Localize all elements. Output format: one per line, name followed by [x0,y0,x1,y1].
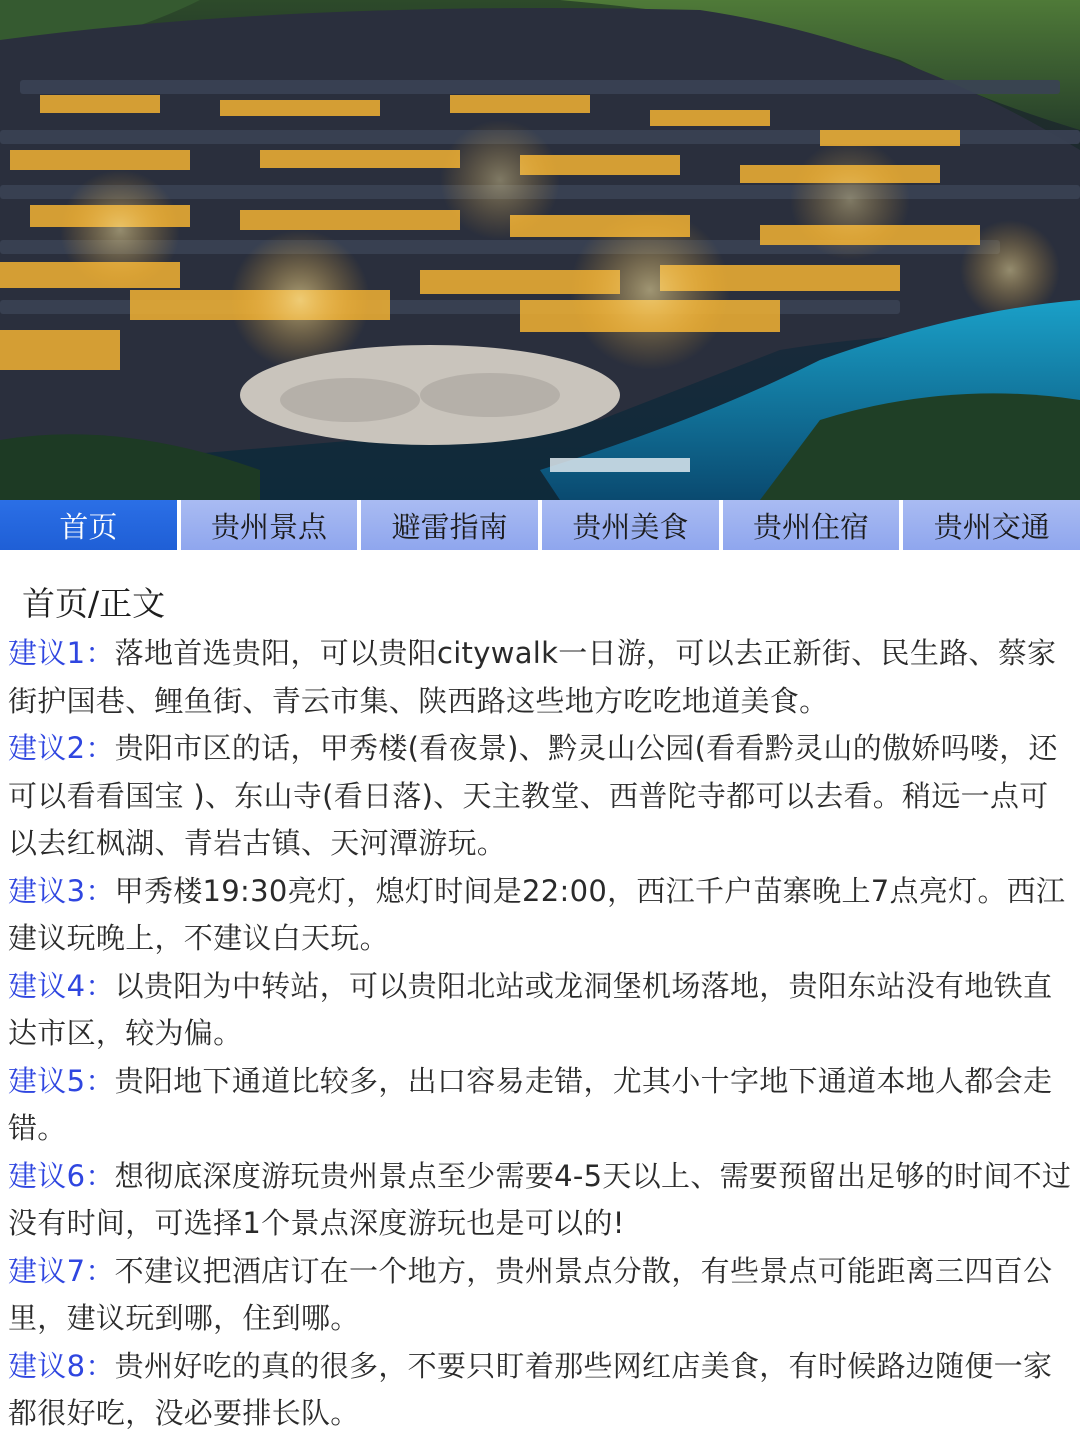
tab-guizhou-transport[interactable]: 贵州交通 [899,500,1080,550]
tip-item [8,1343,1072,1438]
tip-item [8,725,1072,868]
article-content [0,630,1080,1438]
tab-guizhou-food[interactable]: 贵州美食 [538,500,719,550]
tip-text: 甲秀楼19:30亮灯，熄灯时间是22:00，西江千户苗寨晚上7点亮灯。西江建议玩晚上，不建议白天玩。 [8,873,1066,955]
tip-label: 建议3： [8,873,115,908]
tip-text: 以贵阳为中转站，可以贵阳北站或龙洞堡机场落地，贵阳东站没有地铁直达市区，较为偏。 [8,968,1053,1050]
tip-item [8,1058,1072,1153]
tip-item [8,868,1072,963]
tab-guizhou-lodging[interactable]: 贵州住宿 [719,500,900,550]
tab-home[interactable]: 首页 [0,500,177,550]
village-night-scene [0,0,1080,500]
tip-label: 建议8： [8,1348,115,1383]
tip-label: 建议5： [8,1063,115,1098]
tip-text: 落地首选贵阳，可以贵阳citywalk一日游，可以去正新街、民生路、蔡家街护国巷、鲤鱼街、青云市集、陕西路这些地方吃吃地道美食。 [8,636,1057,718]
tip-text: 不建议把酒店订在一个地方，贵州景点分散，有些景点可能距离三四百公里，建议玩到哪，住到哪。 [8,1253,1053,1335]
tip-item [8,1153,1072,1248]
main-nav [0,500,1080,550]
breadcrumb: 首页/正文 [22,584,166,623]
tip-text: 贵阳地下通道比较多，出口容易走错，尤其小十字地下通道本地人都会走错。 [8,1063,1053,1145]
tip-item [8,630,1072,725]
tip-label: 建议4： [8,968,115,1003]
tab-pitfall-guide[interactable]: 避雷指南 [357,500,538,550]
tip-label: 建议1： [8,636,115,670]
hero-image [0,0,1080,500]
tip-item [8,963,1072,1058]
tip-label: 建议6： [8,1158,115,1193]
tip-text: 贵州好吃的真的很多，不要只盯着那些网红店美食，有时候路边随便一家都很好吃，没必要排长队。 [8,1348,1053,1430]
tip-label: 建议7： [8,1253,115,1288]
tab-guizhou-attractions[interactable]: 贵州景点 [177,500,358,550]
tip-item [8,1248,1072,1343]
tip-label: 建议2： [8,731,115,765]
tip-text: 想彻底深度游玩贵州景点至少需要4-5天以上、需要预留出足够的时间不过没有时间，可选择1个景点深度游玩也是可以的! [8,1158,1072,1240]
tip-text: 贵阳市区的话，甲秀楼(看夜景)、黔灵山公园(看看黔灵山的傲娇吗喽，还可以看看国宝 )、东山寺(看日落)、天主教堂、西普陀寺都可以去看。稍远一点可以去红枫湖、青岩古镇、天河潭游玩。 [8,731,1058,860]
